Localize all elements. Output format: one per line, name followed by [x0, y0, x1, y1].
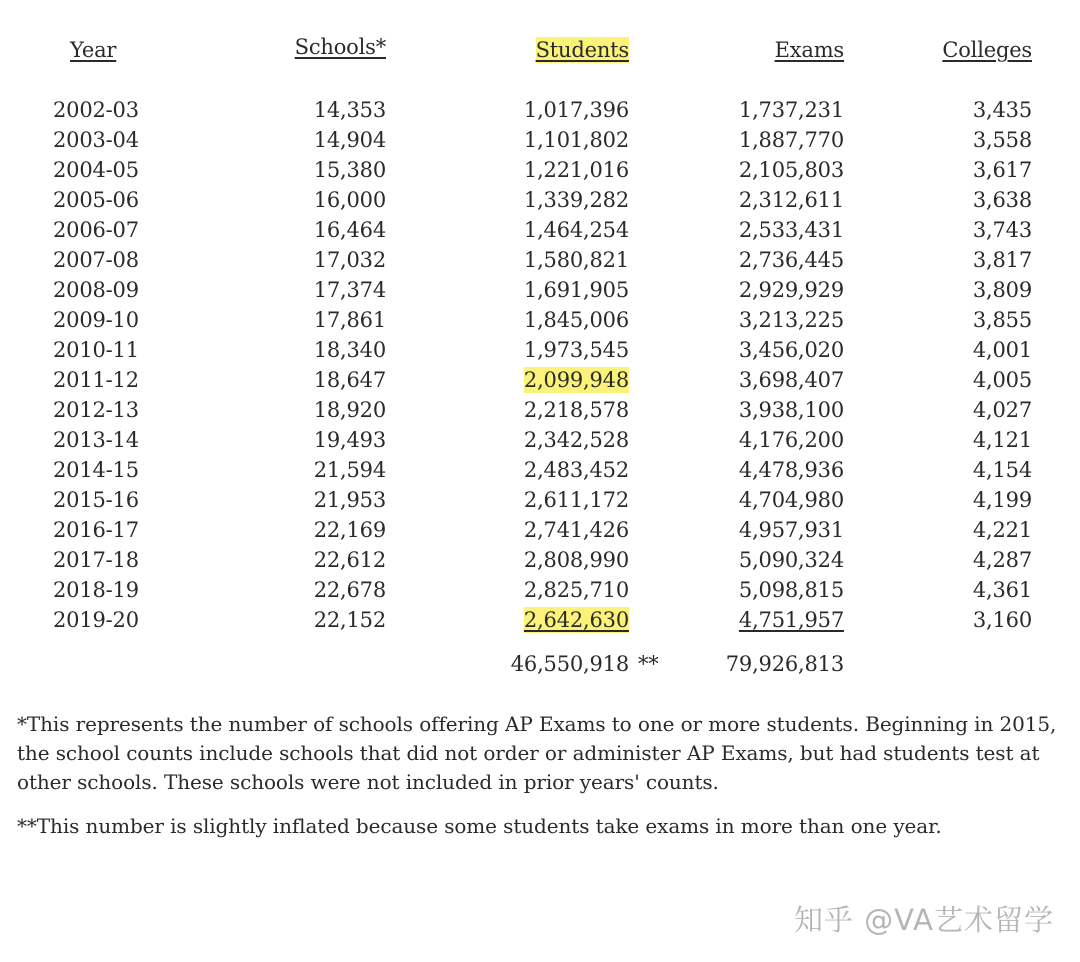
year-cell: 2013-14 [53, 428, 139, 452]
year-cell: 2015-16 [53, 488, 139, 512]
exams-cell: 3,456,020 [738, 338, 844, 362]
schools-cell: 17,861 [313, 308, 386, 332]
year-cell: 2014-15 [53, 458, 139, 482]
colleges-cell: 3,817 [972, 248, 1032, 272]
year-cell: 2003-04 [53, 128, 139, 152]
exams-cell: 2,533,431 [738, 218, 844, 242]
colleges-cell: 3,558 [972, 128, 1032, 152]
students-cell: 1,691,905 [523, 278, 629, 302]
students-cell: 2,642,630 [523, 608, 629, 632]
students-cell: 1,580,821 [523, 248, 629, 272]
students-cell: 2,741,426 [523, 518, 629, 542]
exams-cell: 4,704,980 [738, 488, 844, 512]
colleges-cell: 4,154 [972, 458, 1032, 482]
footnote-schools: *This represents the number of schools offering AP Exams to one or more students. Beginning in 2015, the school counts include schools that did not order or administer AP Exams, but had students test at other schools. These schools were not included in prior years' counts. [17, 712, 1057, 794]
year-cell: 2002-03 [53, 98, 139, 122]
year-cell: 2012-13 [53, 398, 139, 422]
schools-cell: 21,594 [313, 458, 386, 482]
students-cell: 1,221,016 [523, 158, 629, 182]
students-cell: 2,218,578 [523, 398, 629, 422]
exams-cell: 1,737,231 [738, 98, 844, 122]
colleges-cell: 4,199 [972, 488, 1032, 512]
year-cell: 2007-08 [53, 248, 139, 272]
exams-cell: 4,957,931 [738, 518, 844, 542]
year-cell: 2019-20 [53, 608, 139, 632]
colleges-cell: 3,617 [972, 158, 1032, 182]
exams-cell: 1,887,770 [738, 128, 844, 152]
colleges-cell: 4,121 [972, 428, 1032, 452]
colleges-cell: 4,361 [972, 578, 1032, 602]
students-cell: 2,825,710 [523, 578, 629, 602]
total-students: 46,550,918 [510, 652, 629, 676]
colleges-cell: 4,027 [972, 398, 1032, 422]
exams-cell: 2,105,803 [738, 158, 844, 182]
year-cell: 2017-18 [53, 548, 139, 572]
colleges-cell: 4,001 [972, 338, 1032, 362]
colleges-cell: 3,855 [972, 308, 1032, 332]
students-cell: 2,483,452 [523, 458, 629, 482]
colleges-cell: 3,160 [972, 608, 1032, 632]
exams-cell: 3,213,225 [738, 308, 844, 332]
header-colleges: Colleges [942, 38, 1032, 62]
schools-cell: 22,678 [313, 578, 386, 602]
colleges-cell: 4,287 [972, 548, 1032, 572]
colleges-cell: 3,743 [972, 218, 1032, 242]
year-cell: 2018-19 [53, 578, 139, 602]
schools-cell: 17,032 [313, 248, 386, 272]
colleges-cell: 3,809 [972, 278, 1032, 302]
colleges-cell: 4,221 [972, 518, 1032, 542]
schools-cell: 18,920 [313, 398, 386, 422]
schools-cell: 18,340 [313, 338, 386, 362]
header-students: Students [535, 38, 629, 62]
students-cell: 1,101,802 [523, 128, 629, 152]
footnote-students: **This number is slightly inflated because some students take exams in more than one year. [17, 814, 942, 838]
exams-cell: 5,098,815 [738, 578, 844, 602]
schools-cell: 22,612 [313, 548, 386, 572]
students-cell: 2,342,528 [523, 428, 629, 452]
schools-cell: 17,374 [313, 278, 386, 302]
year-cell: 2006-07 [53, 218, 139, 242]
year-cell: 2016-17 [53, 518, 139, 542]
exams-cell: 4,176,200 [738, 428, 844, 452]
year-cell: 2008-09 [53, 278, 139, 302]
exams-cell: 3,938,100 [738, 398, 844, 422]
exams-cell: 2,736,445 [738, 248, 844, 272]
header-schools: Schools* [294, 35, 386, 59]
exams-cell: 3,698,407 [738, 368, 844, 392]
header-year: Year [70, 38, 117, 62]
schools-cell: 22,152 [313, 608, 386, 632]
exams-cell: 4,751,957 [738, 608, 844, 632]
watermark: 知乎 @VA艺术留学 [793, 903, 1054, 937]
schools-cell: 14,353 [313, 98, 386, 122]
year-cell: 2009-10 [53, 308, 139, 332]
students-cell: 2,808,990 [523, 548, 629, 572]
schools-cell: 21,953 [313, 488, 386, 512]
students-cell: 1,973,545 [523, 338, 629, 362]
students-cell: 1,845,006 [523, 308, 629, 332]
schools-cell: 16,000 [313, 188, 386, 212]
colleges-cell: 3,638 [972, 188, 1032, 212]
schools-cell: 16,464 [313, 218, 386, 242]
header-exams: Exams [774, 38, 844, 62]
exams-cell: 5,090,324 [738, 548, 844, 572]
exams-cell: 2,312,611 [738, 188, 844, 212]
schools-cell: 18,647 [313, 368, 386, 392]
total-students-marker: ** [638, 652, 659, 676]
year-cell: 2004-05 [53, 158, 139, 182]
total-exams: 79,926,813 [725, 652, 844, 676]
schools-cell: 14,904 [313, 128, 386, 152]
schools-cell: 15,380 [313, 158, 386, 182]
year-cell: 2010-11 [53, 338, 139, 362]
colleges-cell: 3,435 [972, 98, 1032, 122]
students-cell: 1,017,396 [523, 98, 629, 122]
year-cell: 2005-06 [53, 188, 139, 212]
colleges-cell: 4,005 [972, 368, 1032, 392]
students-cell: 1,464,254 [523, 218, 629, 242]
schools-cell: 22,169 [313, 518, 386, 542]
year-cell: 2011-12 [53, 368, 139, 392]
exams-cell: 2,929,929 [738, 278, 844, 302]
students-cell: 2,099,948 [523, 368, 629, 392]
exams-cell: 4,478,936 [738, 458, 844, 482]
students-cell: 1,339,282 [523, 188, 629, 212]
schools-cell: 19,493 [313, 428, 386, 452]
students-cell: 2,611,172 [523, 488, 629, 512]
